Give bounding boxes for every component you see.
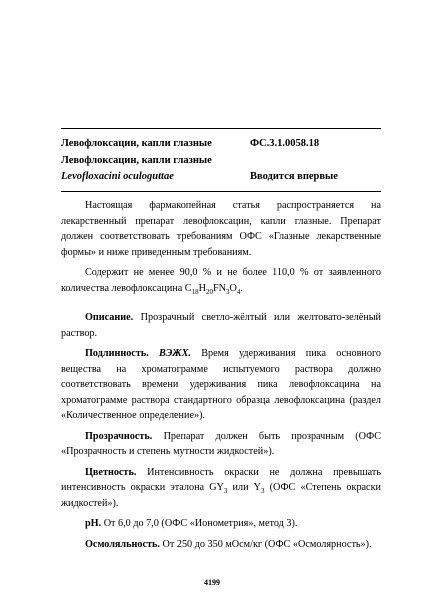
description-section: Описание. Прозрачный светло-жёлтый или желтовато-зелёный раствор.: [61, 312, 381, 339]
page-number: 4199: [204, 578, 220, 587]
title-russian-secondary: Левофлоксацин, капли глазные: [61, 155, 212, 166]
hplc-method: ВЭЖХ.: [148, 348, 191, 359]
authenticity-section: Подлинность. ВЭЖХ. Время удерживания пика основного вещества на хроматограмме испытуемого раствора должно соответствовать времени удерживания пика левофлоксацина на хроматограмме раствора стандартного образца левофлоксацина (раздел «Количественное определение»).: [61, 348, 381, 421]
monograph-code: ФС.3.1.0058.18: [250, 138, 320, 149]
title-latin: Levofloxacini oculoguttae: [61, 171, 174, 182]
color-section: Цветность. Интенсивность окраски не должна превышать интенсивность окраски эталона $GY_3$ или $Y_3$ (ОФС «Степень окраски жидкостей»).: [61, 466, 381, 509]
description-label: Описание.: [85, 312, 134, 323]
title-russian-primary: Левофлоксацин, капли глазные: [61, 138, 212, 149]
color-label: Цветность.: [85, 466, 137, 478]
header-bottom-rule: [61, 191, 381, 192]
ph-label: pH.: [85, 518, 102, 529]
header-top-rule: [61, 128, 381, 129]
content-paragraph: Содержит не менее 90,0 % и не более 110,0 % от заявленного количества левофлоксацина $C_{18}H_{20}FN_3O_4$.: [61, 267, 381, 296]
osmolality-section: Осмоляльность. От 250 до 350 мОсм/кг (ОФС «Осмолярность»).: [85, 538, 372, 550]
transparency-section: Прозрачность. Препарат должен быть прозрачным (ОФС «Прозрачность и степень мутности жидкостей»).: [61, 430, 381, 457]
intro-paragraph: Настоящая фармакопейная статья распространяется на лекарственный препарат левофлоксацин, капли глазные. Препарат должен соответствовать требованиям ОФС «Глазные лекарственные формы» и ниже приведенным требованиям.: [61, 200, 381, 258]
monograph-body: [61, 198, 381, 557]
osmolality-label: Осмоляльность.: [85, 538, 160, 550]
status-note: Вводится впервые: [250, 171, 338, 182]
ph-section: pH. От 6,0 до 7,0 (ОФС «Ионометрия», метод 3).: [85, 518, 298, 529]
authenticity-label: Подлинность.: [85, 348, 149, 359]
transparency-label: Прозрачность.: [85, 430, 153, 442]
